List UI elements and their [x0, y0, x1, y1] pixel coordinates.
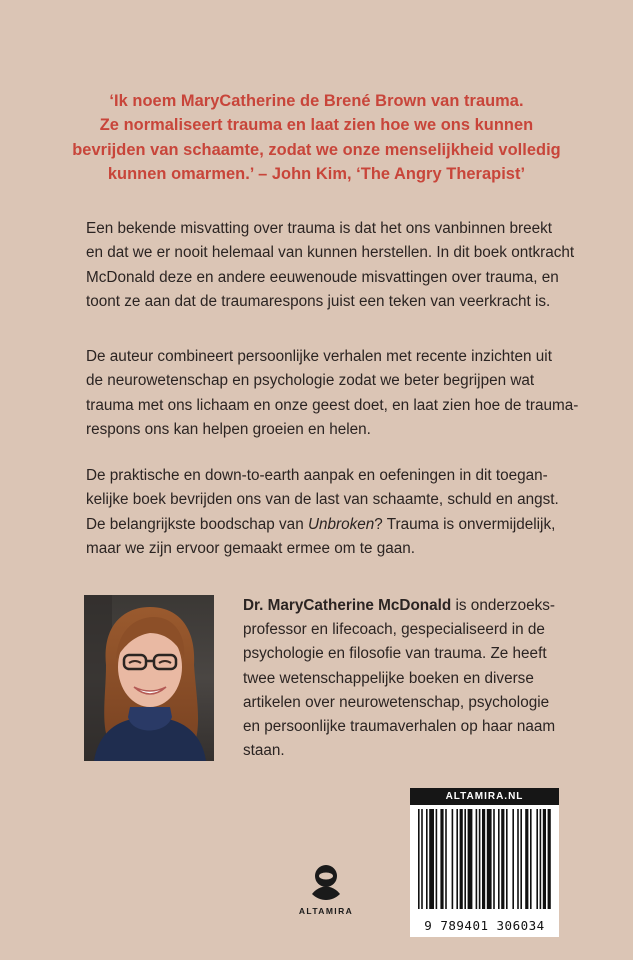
- publisher-logo: [296, 860, 356, 920]
- quote-line: Ze normaliseert trauma en laat zien hoe we ons kunnen: [99, 116, 534, 135]
- description-paragraph-1: [86, 217, 575, 315]
- barcode-bar: [426, 809, 428, 909]
- paragraph-line: toont ze aan dat de traumarespons juist een teken van veerkracht is.: [86, 293, 551, 311]
- barcode-bar: [468, 809, 473, 909]
- barcode-bar: [530, 809, 532, 909]
- barcode-block: [410, 788, 559, 937]
- author-bio: [243, 594, 563, 763]
- description-paragraph-3: [86, 464, 559, 562]
- paragraph-line: Een bekende misvatting over trauma is dat het ons vanbinnen breekt: [86, 220, 552, 237]
- publisher-name: ALTAMIRA: [298, 906, 354, 916]
- isbn-digits: 9 789401 306034: [424, 918, 545, 933]
- bio-line: professor en lifecoach, gespecialiseerd in de: [243, 621, 545, 639]
- barcode-bar: [536, 809, 538, 909]
- paragraph-text: ? Trauma is onvermijdelijk,: [374, 515, 556, 533]
- quote-line: bevrijden van schaamte, zodat we onze menselijkheid volledig: [72, 140, 561, 159]
- barcode-bars: [410, 809, 559, 921]
- barcode-bar: [506, 809, 508, 909]
- paragraph-line: De auteur combineert persoonlijke verhalen met recente inzichten uit: [86, 348, 552, 365]
- paragraph-line: kelijke boek bevrijden ons van de last van schaamte, schuld en angst.: [86, 491, 559, 509]
- barcode-bar: [482, 809, 485, 909]
- barcode-bar: [501, 809, 504, 909]
- paragraph-line: de neurowetenschap en psychologie zodat we beter begrijpen wat: [86, 372, 535, 390]
- barcode-bar: [452, 809, 454, 909]
- barcode-bar: [456, 809, 458, 909]
- barcode-bar: [520, 809, 522, 909]
- bio-line: psychologie en filosofie van trauma. Ze heeft: [243, 645, 547, 663]
- eye-logo-icon: [296, 860, 356, 904]
- paragraph-line: McDonald deze en andere eeuwenoude misvattingen over trauma, en: [86, 268, 559, 286]
- barcode-bar: [464, 809, 466, 909]
- barcode-bar: [525, 809, 528, 909]
- paragraph-text: De belangrijkste boodschap van: [86, 515, 308, 533]
- barcode-bar: [517, 809, 519, 909]
- author-photo: [84, 595, 214, 761]
- quote-line: ‘Ik noem MaryCatherine de Brené Brown van trauma.: [109, 92, 524, 110]
- paragraph-line: De praktische en down-to-earth aanpak en oefeningen in dit toegan-: [86, 467, 548, 484]
- barcode-bar: [540, 809, 542, 909]
- author-portrait-image: [84, 595, 214, 761]
- author-name: Dr. MaryCatherine McDonald: [243, 597, 452, 614]
- barcode: [410, 805, 559, 937]
- bio-text: is onderzoeks-: [451, 597, 555, 614]
- barcode-bar: [498, 809, 500, 909]
- paragraph-line: maar we zijn ervoor gemaakt ermee om te gaan.: [86, 540, 416, 558]
- barcode-bar: [493, 809, 495, 909]
- barcode-bar: [436, 809, 438, 909]
- barcode-bar: [548, 809, 551, 909]
- endorsement-quote: [70, 89, 563, 186]
- barcode-bar: [421, 809, 423, 909]
- bio-line: en persoonlijke traumaverhalen op haar naam: [243, 718, 556, 736]
- publisher-url: ALTAMIRA.NL: [410, 788, 559, 805]
- barcode-bar: [543, 809, 546, 909]
- bio-line: [243, 594, 563, 618]
- paragraph-line: trauma met ons lichaam en onze geest doet, en laat zien hoe de trauma-: [86, 396, 579, 414]
- barcode-bar: [512, 809, 514, 909]
- barcode-bar: [429, 809, 434, 909]
- book-title: Unbroken: [307, 515, 375, 533]
- bio-line: artikelen over neurowetenschap, psychologie: [243, 693, 550, 711]
- barcode-bar: [487, 809, 492, 909]
- barcode-bar: [476, 809, 478, 909]
- paragraph-line: [86, 513, 556, 537]
- bio-line: twee wetenschappelijke boeken en diverse: [243, 669, 534, 687]
- barcode-bar: [479, 809, 481, 909]
- barcode-bar: [460, 809, 463, 909]
- barcode-bar: [445, 809, 447, 909]
- barcode-bar: [418, 809, 420, 909]
- quote-line: kunnen omarmen.’ – John Kim, ‘The Angry Therapist’: [107, 164, 526, 183]
- paragraph-line: respons ons kan helpen groeien en helen.: [86, 421, 371, 439]
- paragraph-line: en dat we er nooit helemaal van kunnen herstellen. In dit boek ontkracht: [86, 244, 575, 262]
- description-paragraph-2: [86, 345, 579, 443]
- barcode-bar: [440, 809, 443, 909]
- bio-line: staan.: [243, 742, 285, 760]
